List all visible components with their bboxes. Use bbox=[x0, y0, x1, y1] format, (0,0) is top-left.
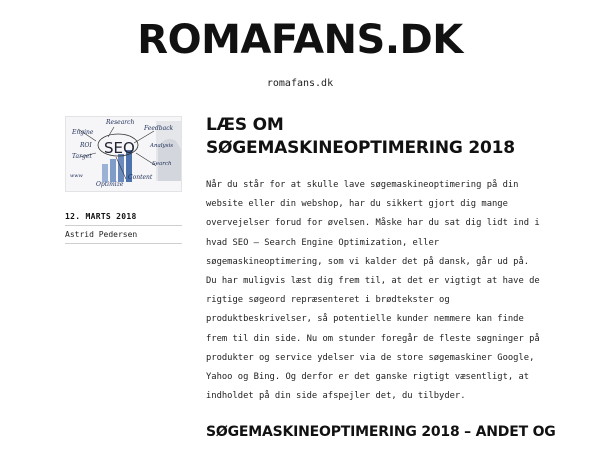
post-date[interactable]: 12. MARTS 2018 bbox=[65, 212, 182, 226]
post-content bbox=[206, 108, 556, 454]
image-word-seo: SEO bbox=[104, 139, 135, 157]
featured-image[interactable] bbox=[65, 116, 182, 192]
post-body-paragraph: Når du står for at skulle lave søgemaskineoptimering på din website eller din webshop, har du sikkert gjort dig mange overvejelser forud for øvelsen. Måske har du sat dig lidt ind i hvad SEO – Search Engine Optimization, eller søgemaskineoptimering, som vi kalder det på dansk, går ud på. Du har muligvis læst dig frem til, at det er vigtigt at have de rigtige søgeord repræsenteret i brødtekster og produktbeskrivelser, så potentielle kunder nemmere kan finde frem til din side. Nu om stunder foregår de fleste søgninger på produkter og service ydelser via de store søgemaskiner Google, Yahoo og Bing. Og derfor er det ganske rigtigt væsentligt, at indholdet på din side afspejler det, du tilbyder. bbox=[206, 180, 540, 402]
post-title[interactable]: LÆS OM SØGEMASKINEOPTIMERING 2018 bbox=[206, 115, 515, 158]
post-subheading: SØGEMASKINEOPTIMERING 2018 – ANDET OG bbox=[206, 424, 556, 441]
image-word-engine: Engine bbox=[72, 129, 94, 136]
site-tagline: romafans.dk bbox=[266, 78, 334, 89]
image-word-search: Search bbox=[152, 161, 172, 167]
image-word-feedback: Feedback bbox=[144, 125, 174, 132]
image-word-www: www bbox=[70, 173, 83, 179]
post-meta bbox=[65, 116, 182, 244]
site-title-link[interactable]: ROMAFANS.DK bbox=[137, 17, 463, 63]
image-word-analysis: Analysis bbox=[150, 143, 174, 149]
image-word-target: Target bbox=[72, 153, 92, 160]
image-word-roi: ROI bbox=[80, 142, 92, 149]
post-author[interactable]: Astrid Pedersen bbox=[65, 226, 182, 244]
site-header bbox=[0, 0, 600, 89]
image-word-optimize: Optimize bbox=[96, 181, 124, 188]
image-word-research: Research bbox=[106, 119, 135, 126]
image-word-content: Content bbox=[128, 174, 153, 181]
